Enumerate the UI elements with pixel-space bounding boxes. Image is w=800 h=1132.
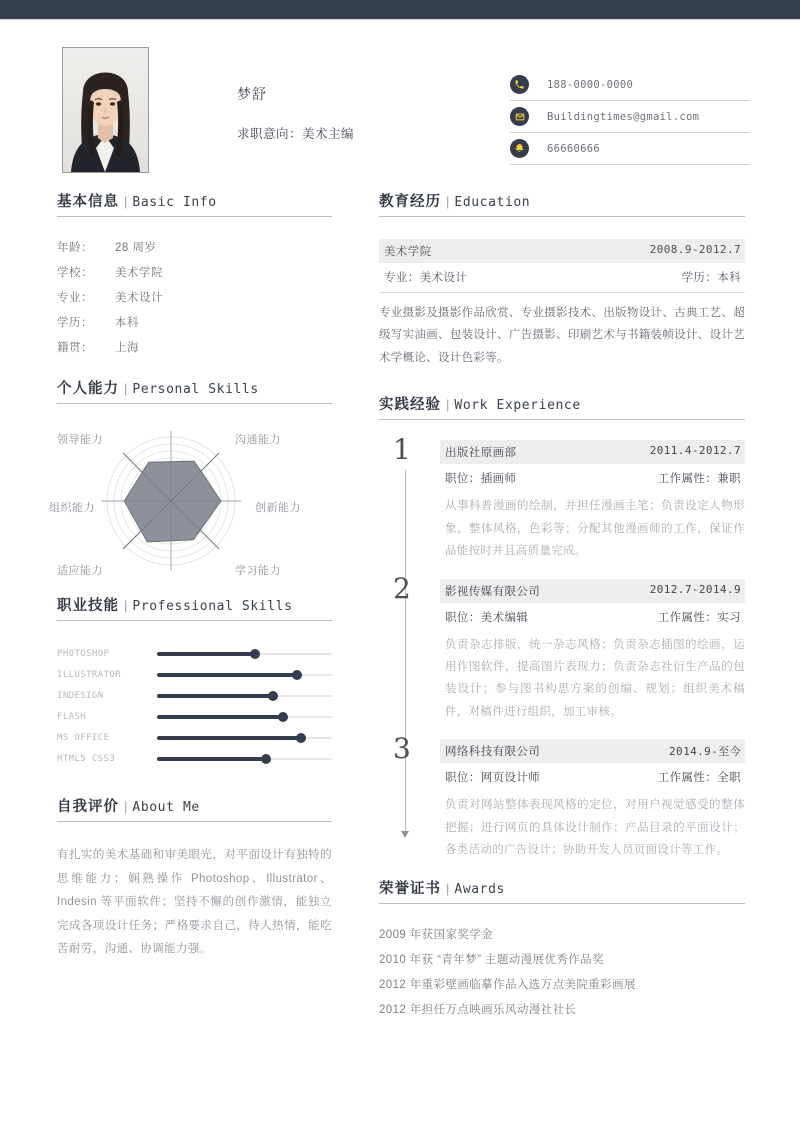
education-school: 美术学院: [384, 246, 432, 258]
right-column: [379, 190, 745, 1026]
awards-list: [379, 926, 745, 1017]
section-heading-work-experience: [379, 393, 745, 420]
basic-label-hometown: 籍贯：: [57, 342, 93, 354]
section-personal-skills: [49, 377, 332, 584]
basic-info-row: [57, 239, 332, 255]
work-period: 2011.4-2012.7: [649, 444, 741, 458]
section-heading-about-me: [57, 795, 332, 822]
award-item: 2012 年担任万点映画乐风动漫社社长: [379, 1004, 577, 1017]
phone-value: 188-0000-0000: [547, 78, 634, 91]
radar-label-innovation: 创新能力: [255, 502, 301, 514]
heading-separator: |: [124, 194, 128, 209]
skill-slider-handle[interactable]: [268, 691, 278, 701]
award-item: 2012 年重彩壁画临摹作品入选万点美院重彩画展: [379, 979, 636, 992]
section-heading-awards: [379, 877, 745, 904]
basic-value-age: 28 周岁: [115, 242, 157, 254]
work-company: 影视传媒有限公司: [445, 585, 541, 598]
education-courses: 专业摄影及摄影作品欣赏、专业摄影技术、出版物设计、古典工艺、超级写实油画、包装设计、广告摄影、印刷艺术与书籍装帧设计、设计艺术学概论、设计色彩等。: [379, 307, 745, 364]
education-major: 专业：美术设计: [384, 272, 468, 284]
work-company: 出版社原画部: [445, 447, 517, 460]
heading-en: Professional Skills: [132, 599, 293, 614]
skill-slider[interactable]: [157, 669, 332, 681]
skill-slider-handle[interactable]: [296, 733, 306, 743]
portrait-illustration: [63, 48, 148, 172]
basic-label-age: 年龄：: [57, 242, 93, 254]
heading-en: Basic Info: [132, 195, 217, 210]
skill-level-fill: [157, 715, 283, 719]
skill-row: [57, 706, 332, 727]
skill-row: [57, 727, 332, 748]
contact-row-qq[interactable]: [510, 133, 750, 165]
radar-label-learning: 学习能力: [235, 565, 281, 577]
work-period: 2012.7-2014.9: [649, 582, 741, 596]
basic-label-degree: 学历：: [57, 317, 93, 329]
heading-separator: |: [446, 397, 450, 413]
heading-cn: 职业技能: [57, 598, 119, 614]
skill-label: FLASH: [57, 711, 87, 722]
work-type: 工作属性：实习: [657, 611, 741, 624]
skill-slider[interactable]: [157, 732, 332, 744]
contact-list: [510, 69, 750, 165]
skill-slider-handle[interactable]: [261, 754, 271, 764]
education-period: 2008.9-2012.7: [649, 243, 741, 256]
top-accent-bar: [0, 0, 800, 19]
skill-slider[interactable]: [157, 690, 332, 702]
education-entry: [379, 239, 745, 369]
email-value: Buildingtimes@gmail.com: [547, 110, 700, 123]
basic-value-hometown: 上海: [115, 342, 139, 354]
heading-cn: 自我评价: [57, 799, 119, 815]
skill-slider-handle[interactable]: [250, 649, 260, 659]
work-entry-header: [440, 739, 745, 763]
basic-info-row: [57, 289, 332, 305]
work-period: 2014.9-至今: [669, 745, 741, 759]
email-icon: [510, 107, 529, 126]
heading-separator: |: [446, 881, 450, 897]
work-type: 工作属性：全职: [657, 772, 741, 785]
heading-en: Work Experience: [454, 398, 581, 414]
work-entry-number: 3: [393, 732, 411, 766]
heading-cn: 实践经验: [379, 397, 441, 414]
contact-row-phone[interactable]: [510, 69, 750, 101]
work-timeline: [379, 433, 745, 861]
qq-value: 66660666: [547, 142, 600, 155]
phone-icon: [510, 75, 529, 94]
heading-en: Awards: [454, 882, 505, 898]
work-description: 负责对网站整体表现风格的定位，对用户视觉感受的整体把握；进行网页的具体设计制作；产品目录的平面设计；各类活动的广告设计；协助开发人员页面设计等工作。: [445, 799, 745, 857]
skill-slider-handle[interactable]: [292, 670, 302, 680]
work-type: 工作属性：兼职: [657, 473, 741, 486]
education-entry-header: [379, 239, 745, 263]
left-column: [49, 190, 332, 962]
skill-level-fill: [157, 757, 266, 761]
skill-label: INDESIGN: [57, 690, 104, 701]
radar-label-organization: 组织能力: [49, 502, 95, 514]
work-entry-number: 2: [393, 571, 411, 605]
radar-chart: [49, 418, 332, 584]
skill-label: HTML5 CSS3: [57, 753, 116, 764]
heading-cn: 基本信息: [57, 194, 119, 210]
skill-label: ILLUSTRATOR: [57, 669, 122, 680]
work-entry-header: [440, 579, 745, 603]
qq-bell-icon: [510, 139, 529, 158]
heading-en: Education: [454, 195, 531, 210]
skill-level-fill: [157, 652, 255, 656]
skill-level-fill: [157, 673, 297, 677]
skill-level-fill: [157, 694, 273, 698]
profile-photo: [62, 47, 149, 173]
work-description: 负责杂志排版，统一杂志风格；负责杂志插图的绘画，运用作图软件，提高图片表现力；负责杂志社衍生产品的包装设计；参与图书构思方案的创编、规划；组织美术稿件，对稿件进行组织，加工审核。: [445, 638, 745, 718]
section-heading-education: [379, 190, 745, 217]
skill-slider-handle[interactable]: [278, 712, 288, 722]
heading-cn: 个人能力: [57, 381, 119, 397]
section-professional-skills: [57, 594, 332, 769]
section-heading-personal-skills: [57, 377, 332, 404]
candidate-name: 梦舒: [237, 86, 267, 102]
work-entry-subheader: [440, 464, 745, 493]
work-position: 职位：插画师: [445, 473, 517, 486]
skill-level-fill: [157, 736, 301, 740]
about-me-body: 有扎实的美术基础和审美眼光，对平面设计有独特的思维能力；娴熟操作 Photoshop、Illustrator、Indesin 等平面软件；坚持不懈的创作激情，能独立完成各项设计任务；严格要求自己，待人热情，能吃苦耐劳，沟通、协调能力强。: [57, 849, 332, 956]
skill-row: [57, 643, 332, 664]
work-entry: [379, 433, 745, 562]
heading-en: Personal Skills: [132, 382, 259, 397]
award-item: 2009 年获国家奖学金: [379, 929, 494, 942]
work-entry: [379, 571, 745, 724]
section-work-experience: [379, 393, 745, 861]
work-position: 职位：网页设计师: [445, 772, 541, 785]
work-company: 网络科技有限公司: [445, 746, 541, 759]
work-entry-header: [440, 440, 745, 464]
work-position: 职位：美术编辑: [445, 611, 529, 624]
section-heading-professional-skills: [57, 594, 332, 621]
work-entry-subheader: [440, 603, 745, 632]
basic-info-row: [57, 339, 332, 355]
skill-slider[interactable]: [157, 648, 332, 660]
basic-value-major: 美术设计: [115, 292, 163, 304]
skill-slider[interactable]: [157, 753, 332, 765]
heading-separator: |: [446, 194, 450, 209]
heading-en: About Me: [132, 800, 200, 815]
basic-label-major: 专业：: [57, 292, 93, 304]
skill-row: [57, 664, 332, 685]
basic-value-degree: 本科: [115, 317, 139, 329]
section-awards: [379, 877, 745, 1017]
heading-separator: |: [124, 799, 128, 814]
skill-row: [57, 685, 332, 706]
basic-value-school: 美术学院: [115, 267, 163, 279]
basic-info-list: [57, 239, 332, 355]
heading-cn: 教育经历: [379, 194, 441, 210]
contact-row-email[interactable]: [510, 101, 750, 133]
heading-separator: |: [124, 598, 128, 613]
basic-info-row: [57, 314, 332, 330]
section-heading-basic-info: [57, 190, 332, 217]
education-degree: 学历：本科: [681, 272, 741, 284]
section-basic-info: [57, 190, 332, 355]
job-objective: 求职意向：美术主编: [237, 127, 355, 141]
section-education: [379, 190, 745, 369]
award-item: 2010 年获 “青年梦” 主题动漫展优秀作品奖: [379, 954, 604, 967]
heading-cn: 荣誉证书: [379, 881, 441, 898]
resume-header: [0, 21, 800, 181]
skill-label: PHOTOSHOP: [57, 648, 110, 659]
basic-info-row: [57, 264, 332, 280]
skill-slider[interactable]: [157, 711, 332, 723]
skill-bar-list: [57, 643, 332, 769]
heading-separator: |: [124, 381, 128, 396]
work-entry-subheader: [440, 763, 745, 792]
work-entry-number: 1: [393, 433, 411, 467]
radar-label-leadership: 领导能力: [57, 434, 103, 446]
education-entry-subheader: [379, 263, 745, 293]
work-description: 从事科普漫画的绘制，并担任漫画主笔；负责设定人物形象，整体风格，色彩等；分配其他漫画师的工作，保证作品能按时并且高质量完成。: [445, 500, 745, 558]
work-entry: [379, 732, 745, 861]
skill-row: [57, 748, 332, 769]
section-about-me: [57, 795, 332, 962]
radar-label-adaptability: 适应能力: [57, 565, 103, 577]
skill-label: MS OFFICE: [57, 732, 110, 743]
basic-label-school: 学校：: [57, 267, 93, 279]
radar-label-communication: 沟通能力: [235, 434, 281, 446]
